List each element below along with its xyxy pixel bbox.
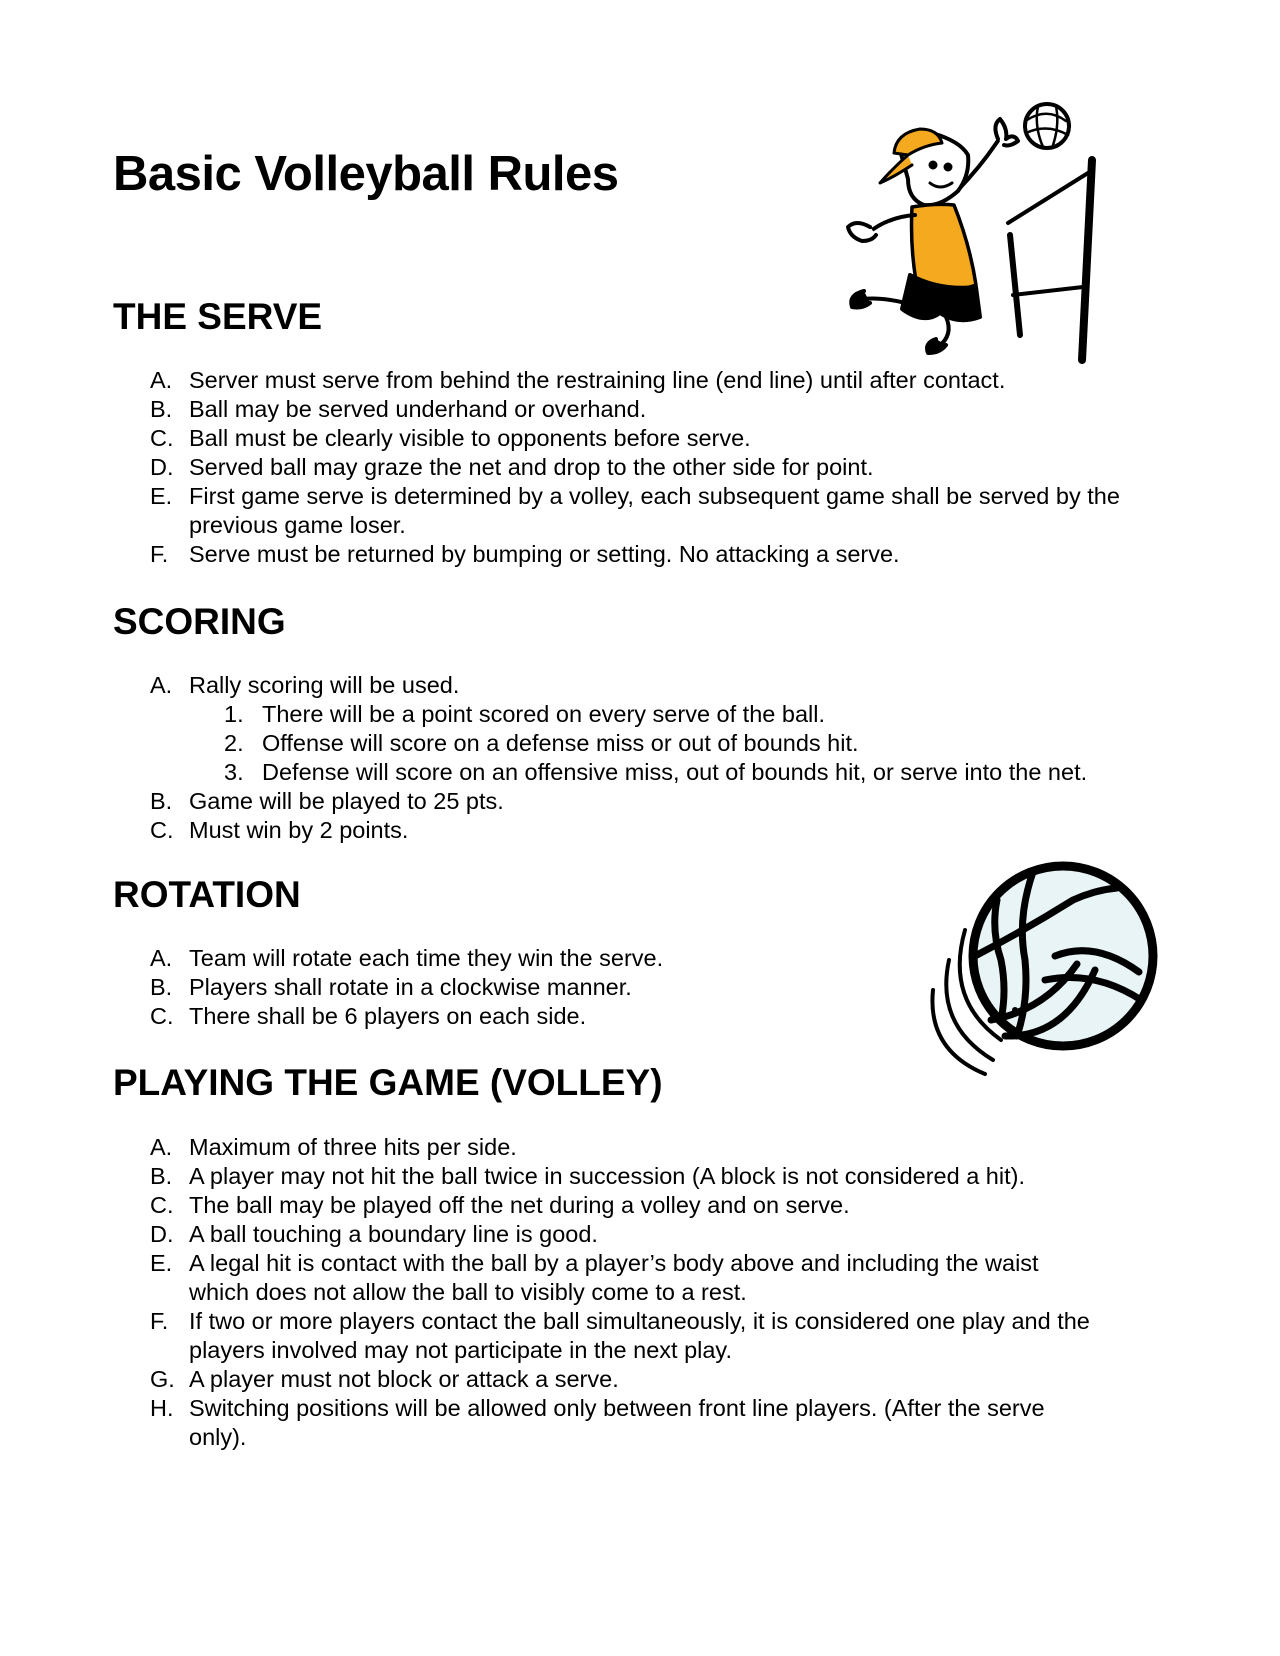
scoring-sublist <box>150 700 1150 787</box>
scoring-rules-list <box>150 671 1150 845</box>
list-item: G. A player must not block or attack a serve. <box>150 1366 619 1392</box>
list-item: F. Serve must be returned by bumping or setting. No attacking a serve. <box>150 541 900 567</box>
list-item: C. Ball must be clearly visible to opponents before serve. <box>150 425 751 451</box>
playing-rules-list <box>150 1133 1150 1452</box>
list-item: A. Team will rotate each time they win the serve. <box>150 945 664 971</box>
sub-list-item: 3. Defense will score on an offensive miss, out of bounds hit, or serve into the net. <box>224 759 1088 785</box>
rotation-rules-list <box>150 944 870 1031</box>
serve-rules-list <box>150 366 1130 569</box>
list-item: B. Game will be played to 25 pts. <box>150 788 504 814</box>
section-heading-serve: THE SERVE <box>113 296 323 337</box>
sub-list-item: 2. Offense will score on a defense miss or out of bounds hit. <box>224 730 859 756</box>
list-item: A. Rally scoring will be used. 1. There will be a point scored on every serve of the ball. 2. Offense will score on a defense miss or out of bounds hit. 3. Defense will score on an offensive miss, out of bounds hit, or serve into the net. <box>150 671 1150 787</box>
page-title: Basic Volleyball Rules <box>113 147 619 201</box>
list-item: B. A player may not hit the ball twice in succession (A block is not considered a hit). <box>150 1163 1025 1189</box>
list-item: D. A ball touching a boundary line is good. <box>150 1221 598 1247</box>
list-item: D. Served ball may graze the net and drop to the other side for point. <box>150 454 874 480</box>
list-item: E. A legal hit is contact with the ball by a player’s body above and including the waist which does not allow the ball to visibly come to a rest. <box>150 1250 1039 1305</box>
section-heading-playing: PLAYING THE GAME (VOLLEY) <box>113 1062 663 1103</box>
list-item: F. If two or more players contact the ball simultaneously, it is considered one play and the players involved may not participate in the next play. <box>150 1308 1090 1363</box>
section-heading-rotation: ROTATION <box>113 874 301 915</box>
sub-list-item: 1. There will be a point scored on every serve of the ball. <box>224 701 825 727</box>
list-item: H. Switching positions will be allowed only between front line players. (After the serve only). <box>150 1395 1045 1450</box>
volleyball-player-illustration <box>820 95 1110 370</box>
volleyball-ball-illustration <box>905 860 1165 1085</box>
list-item: C. There shall be 6 players on each side. <box>150 1003 587 1029</box>
list-item: C. The ball may be played off the net during a volley and on serve. <box>150 1192 850 1218</box>
list-item: A. Server must serve from behind the restraining line (end line) until after contact. <box>150 367 1006 393</box>
list-item: A. Maximum of three hits per side. <box>150 1134 517 1160</box>
list-item: E. First game serve is determined by a volley, each subsequent game shall be served by the previous game loser. <box>150 483 1120 538</box>
list-item: B. Players shall rotate in a clockwise manner. <box>150 974 632 1000</box>
section-heading-scoring: SCORING <box>113 601 286 642</box>
list-item: B. Ball may be served underhand or overhand. <box>150 396 647 422</box>
list-item: C. Must win by 2 points. <box>150 817 409 843</box>
